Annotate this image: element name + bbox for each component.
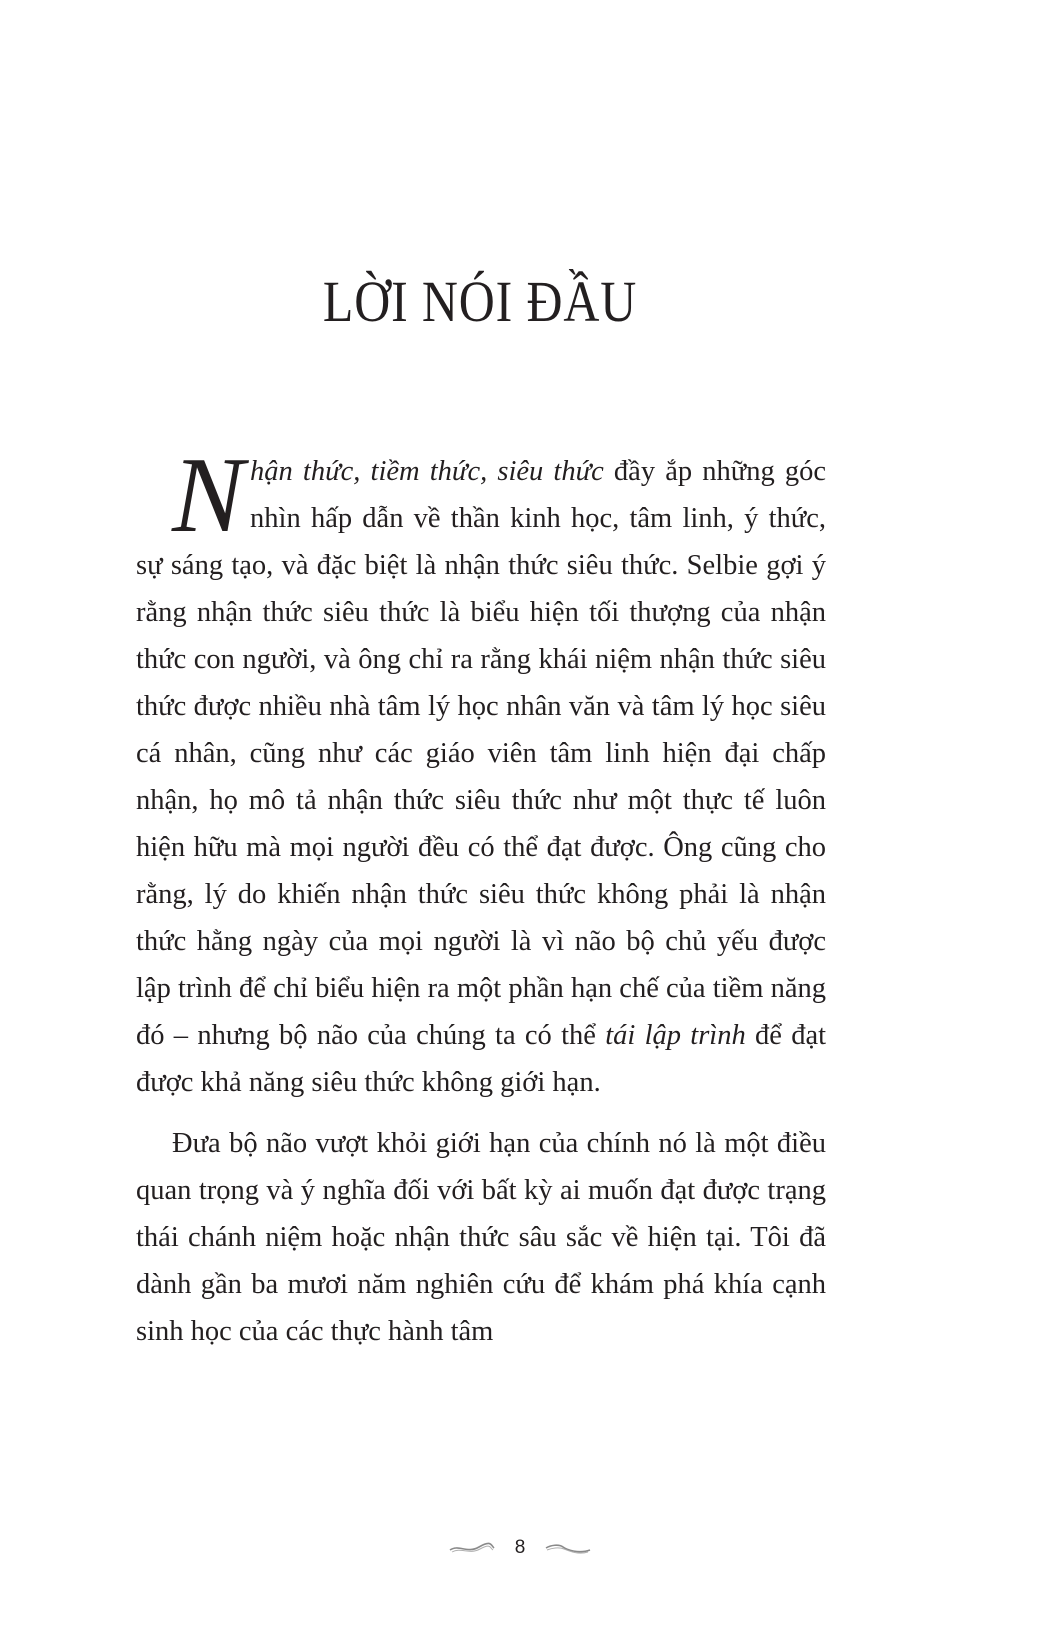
italic-phrase: tái lập trình: [605, 1020, 746, 1051]
drop-cap: N: [172, 436, 245, 555]
body-text: [136, 436, 827, 1355]
paragraph-1-text-b: để đạt được khả năng siêu thức không giới hạn.: [136, 1020, 827, 1098]
italic-lead-phrase: hận thức, tiềm thức, siêu thức: [250, 456, 604, 487]
paragraph-1: [136, 436, 827, 1106]
wave-ornament-right-icon: [545, 1541, 591, 1555]
paragraph-2: Đưa bộ não vượt khỏi giới hạn của chính nó là một điều quan trọng và ý nghĩa đối với bất kỳ ai muốn đạt được trạng thái chánh niệm hoặc nhận thức sâu sắc về hiện tại. Tôi đã dành gần ba mươi năm nghiên cứu để khám phá khía cạnh sinh học của các thực hành tâm: [136, 1128, 826, 1347]
paragraph-1-text-a: đầy ắp những góc nhìn hấp dẫn về thần kinh học, tâm linh, ý thức, sự sáng tạo, và đặc biệt là nhận thức siêu thức. Selbie gợi ý rằng nhận thức siêu thức là biểu hiện tối thượng của nhận thức con người, và ông chỉ ra rằng khái niệm nhận thức siêu thức được nhiều nhà tâm lý học nhân văn và tâm lý học siêu cá nhân, cũng như các giáo viên tâm linh hiện đại chấp nhận, họ mô tả nhận thức siêu thức như một thực tế luôn hiện hữu mà mọi người đều có thể đạt được. Ông cũng cho rằng, lý do khiến nhận thức siêu thức không phải là nhận thức hằng ngày của mọi người là vì não bộ chủ yếu được lập trình để chỉ biểu hiện ra một phần hạn chế của tiềm năng đó – nhưng bộ não của chúng ta có thể: [136, 456, 826, 1051]
wave-ornament-left-icon: [449, 1541, 495, 1555]
page-footer: [0, 1528, 1040, 1568]
page-number: 8: [514, 1537, 526, 1558]
chapter-title: LỜI NÓI ĐẦU: [322, 269, 638, 334]
